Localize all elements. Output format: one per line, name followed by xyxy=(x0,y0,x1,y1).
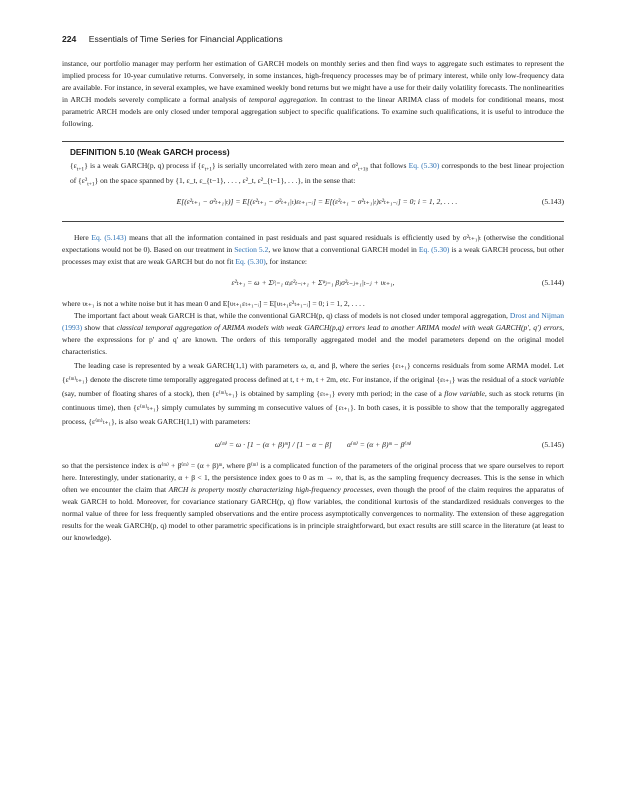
equation-5-144-number: (5.144) xyxy=(541,278,564,288)
p2-seg-e: , for instance: xyxy=(265,256,308,266)
def-seg-2: } is a weak GARCH(p, q) process if {ε xyxy=(84,160,205,170)
definition-body xyxy=(62,160,564,213)
running-title: Essentials of Time Series for Financial Applications xyxy=(88,34,283,44)
def-seg-7: {1, ε_t, ε_{t−1}, . . . , ε²_t, ε²_{t−1}, . . .}, in the sense that: xyxy=(175,176,356,186)
paragraph-here xyxy=(62,232,564,268)
equation-5-143 xyxy=(70,191,564,213)
p2-seg-b: means that all the information contained in past residuals and past squared residuals is efficiently used by σ²ₜ₊₁|ₜ (otherwise the conditional expectations would not be 0). Based on our treatment in xyxy=(62,232,565,254)
p5-emphasis-stock: stock variable xyxy=(521,374,564,384)
p5-seg-b: (say, number of floating shares of a stock), then {ε⁽ᵐ⁾ₜ₊₁} is obtained by sampling {εₜ₊₁} every mth period; in the case of a xyxy=(62,388,442,398)
paragraph-persistence xyxy=(62,460,564,545)
def-seg-4: that follows xyxy=(368,160,407,170)
drost-nijman-citation-link[interactable]: Drost and Nijman (1993) xyxy=(62,311,565,333)
p4-seg-c: , where the expressions for p′ and q′ are known. The orders of this temporally aggregated model and the model parameters depend on the original model characteristics. xyxy=(62,323,565,357)
intro-emphasis: temporal aggregation xyxy=(248,95,316,105)
p5-seg-a: The leading case is represented by a weak GARCH(1,1) with parameters ω, α, and β, where the series {εₜ₊₁} concerns residuals from some ARMA model. Let {ε⁽ᵐ⁾ₜ₊₁} denote the discrete time temporally aggregated process defined at t, t + m, t + 2m, etc. For instance, if the original {εₜ₊₁} was the residual of a xyxy=(62,360,564,384)
paragraph-where xyxy=(62,298,564,310)
paragraph-important-fact xyxy=(62,310,564,358)
equation-5-145-number: (5.145) xyxy=(541,439,564,449)
equation-5-145-alpha: α⁽ᵐ⁾ = (α + β)ᵐ − β⁽ᵐ⁾ xyxy=(346,439,412,449)
p5-emphasis-flow: flow variable xyxy=(444,388,485,398)
intro-tail: . In contrast to the linear ARIMA class of models for conditional means, most parametric ARCH models are only closed under temporal aggregation subject to specific qualifications. To examine such qualifications, it is useful to introduce the following. xyxy=(62,95,564,129)
page xyxy=(62,34,564,544)
intro-text: instance, our portfolio manager may perform her estimation of GARCH models on monthly series and then find ways to aggregate such estimates to represent the implied process for 10-year cumulative returns. Conversely, in some instances, high-frequency processes may be of primary interest, while only low-frequency data are available. For instance, in several examples, we have examined weekly bond returns but we might have a use for their daily volatility forecasts. The nonlinearities in ARCH models severely complicate a formal analysis of xyxy=(62,59,564,105)
eq-5-143-link[interactable]: Eq. (5.143) xyxy=(91,232,127,242)
equation-5-144-body: ε²ₜ₊₁ = ω + Σᵖᵢ₌₁ αᵢε²ₜ₋ᵢ₊₁ + Σᵠⱼ₌₁ βⱼσ²ₜ₋ⱼ₊₁|ₜ₋ⱼ + υₜ₊₁, xyxy=(231,278,395,288)
intro-paragraph xyxy=(62,58,564,131)
equation-5-145 xyxy=(62,430,564,460)
p5-seg-c: , such as stock returns (in continuous time), then {ε⁽ᵐ⁾ₜ₊₁} simply cumulates by summing m consecutive values of {εₜ₊₁}. In both cases, it is possible to show that the temporally aggregated process, {ε⁽ᵐ⁾ₜ₊₁}, is also weak GARCH(1,1) with parameters: xyxy=(62,388,564,427)
definition-title: DEFINITION 5.10 (Weak GARCH process) xyxy=(70,147,230,157)
p6-emphasis: ARCH is property mostly characterizing high-frequency processes xyxy=(168,484,373,494)
definition-text: $\{\varepsilon_{t+1}\}$ is a weak GARCH(p, q) process if $\{\varepsilon_{t+1}\}$ is serially uncorrelated with zero mean and $\sigma^2_{t+1|t}$ that follows Eq. (5.30) corresponds to the best linear projection of $\{\varepsilon^2_{t+1}\}$ on the space spanned by {1, ε_t, ε_{t−1}, . . . , ε²_t, ε²_{t−1}, . . .}, in the sense that: xyxy=(70,160,565,188)
page-number: 224 xyxy=(62,34,77,44)
p3-text: where υₜ₊₁ is not a white noise but it has mean 0 and E[υₜ₊₁εₜ₊₁₋ᵢ] = E[υₜ₊₁ε²ₜ₊₁₋ᵢ] = 0; i = 1, 2, . . . . xyxy=(62,299,365,309)
equation-5-144 xyxy=(62,268,564,298)
p2-seg-c: , we know that a conventional GARCH model in xyxy=(268,244,417,254)
definition-box xyxy=(62,141,564,222)
def-seg-3: } is serially uncorrelated with zero mean and σ² xyxy=(211,160,359,170)
paragraph-leading-case xyxy=(62,359,564,430)
equation-5-143-body: E[(ε²ₜ₊₁ − σ²ₜ₊₁|ₜ)] = E[(ε²ₜ₊₁ − σ²ₜ₊₁|ₜ)εₜ₊₁₋ᵢ] = E[(ε²ₜ₊₁ − σ²ₜ₊₁|ₜ)ε²ₜ₊₁₋ᵢ] = 0; i = 1, 2, . . . . xyxy=(176,196,458,206)
section-5-2-link[interactable]: Section 5.2 xyxy=(234,244,269,254)
eq-5-30-link-2[interactable]: Eq. (5.30) xyxy=(418,244,450,254)
running-header xyxy=(62,34,564,48)
def-seg-5: corresponds to the best linear projection of {ε² xyxy=(70,160,565,186)
equation-5-143-number: (5.143) xyxy=(541,196,564,206)
def-seg-6: } on the space spanned by xyxy=(94,176,174,186)
def-seg-1: {ε xyxy=(70,160,77,170)
p4-seg-a: The important fact about weak GARCH is that, while the conventional GARCH(p, q) class of models is not closed under temporal aggregation, xyxy=(74,311,508,321)
p4-emphasis: classical temporal aggregation of ARIMA models with weak GARCH(p,q) errors lead to another ARIMA model with weak GARCH(p′, q′) errors xyxy=(116,323,563,333)
equation-5-145-omega: ω⁽ᵐ⁾ = ω · [1 − (α + β)ᵐ] / [1 − α − β] xyxy=(214,439,332,449)
p2-seg-d: is a weak GARCH process, but other processes may exist that are weak GARCH but do not fit xyxy=(62,244,564,266)
p4-seg-b: show that xyxy=(84,323,115,333)
eq-5-30-link[interactable]: Eq. (5.30) xyxy=(408,160,440,170)
p6-seg-b: , even though the proof of the claim requires the apparatus of weak GARCH to hold. Moreover, for covariance stationary GARCH(p, q) flow variables, the conditional kurtosis of the standardized residuals converges to the normal value of three for less frequently sampled observations and the entire process asymptotically convergences to normality. The extension of these aggregation results for the weak GARCH(p, q) model to other parametric specifications is in principle straightforward, but exact results are still scarce in the literature (at least to our knowledge). xyxy=(62,484,565,543)
p2-seg-a: Here xyxy=(74,232,89,242)
eq-5-30-link-3[interactable]: Eq. (5.30) xyxy=(235,256,266,266)
p6-seg-a: so that the persistence index is α⁽ᵐ⁾ + β⁽ᵐ⁾ = (α + β)ᵐ, where β⁽ᵐ⁾ is a complicated function of the parameters of the original process that we spare ourselves to report here. Interestingly, under stationarity, α + β < 1, the persistence index goes to 0 as m → ∞, that is, as the sampling frequency decreases. This is the sense in which often we encounter the claim that xyxy=(62,460,564,494)
